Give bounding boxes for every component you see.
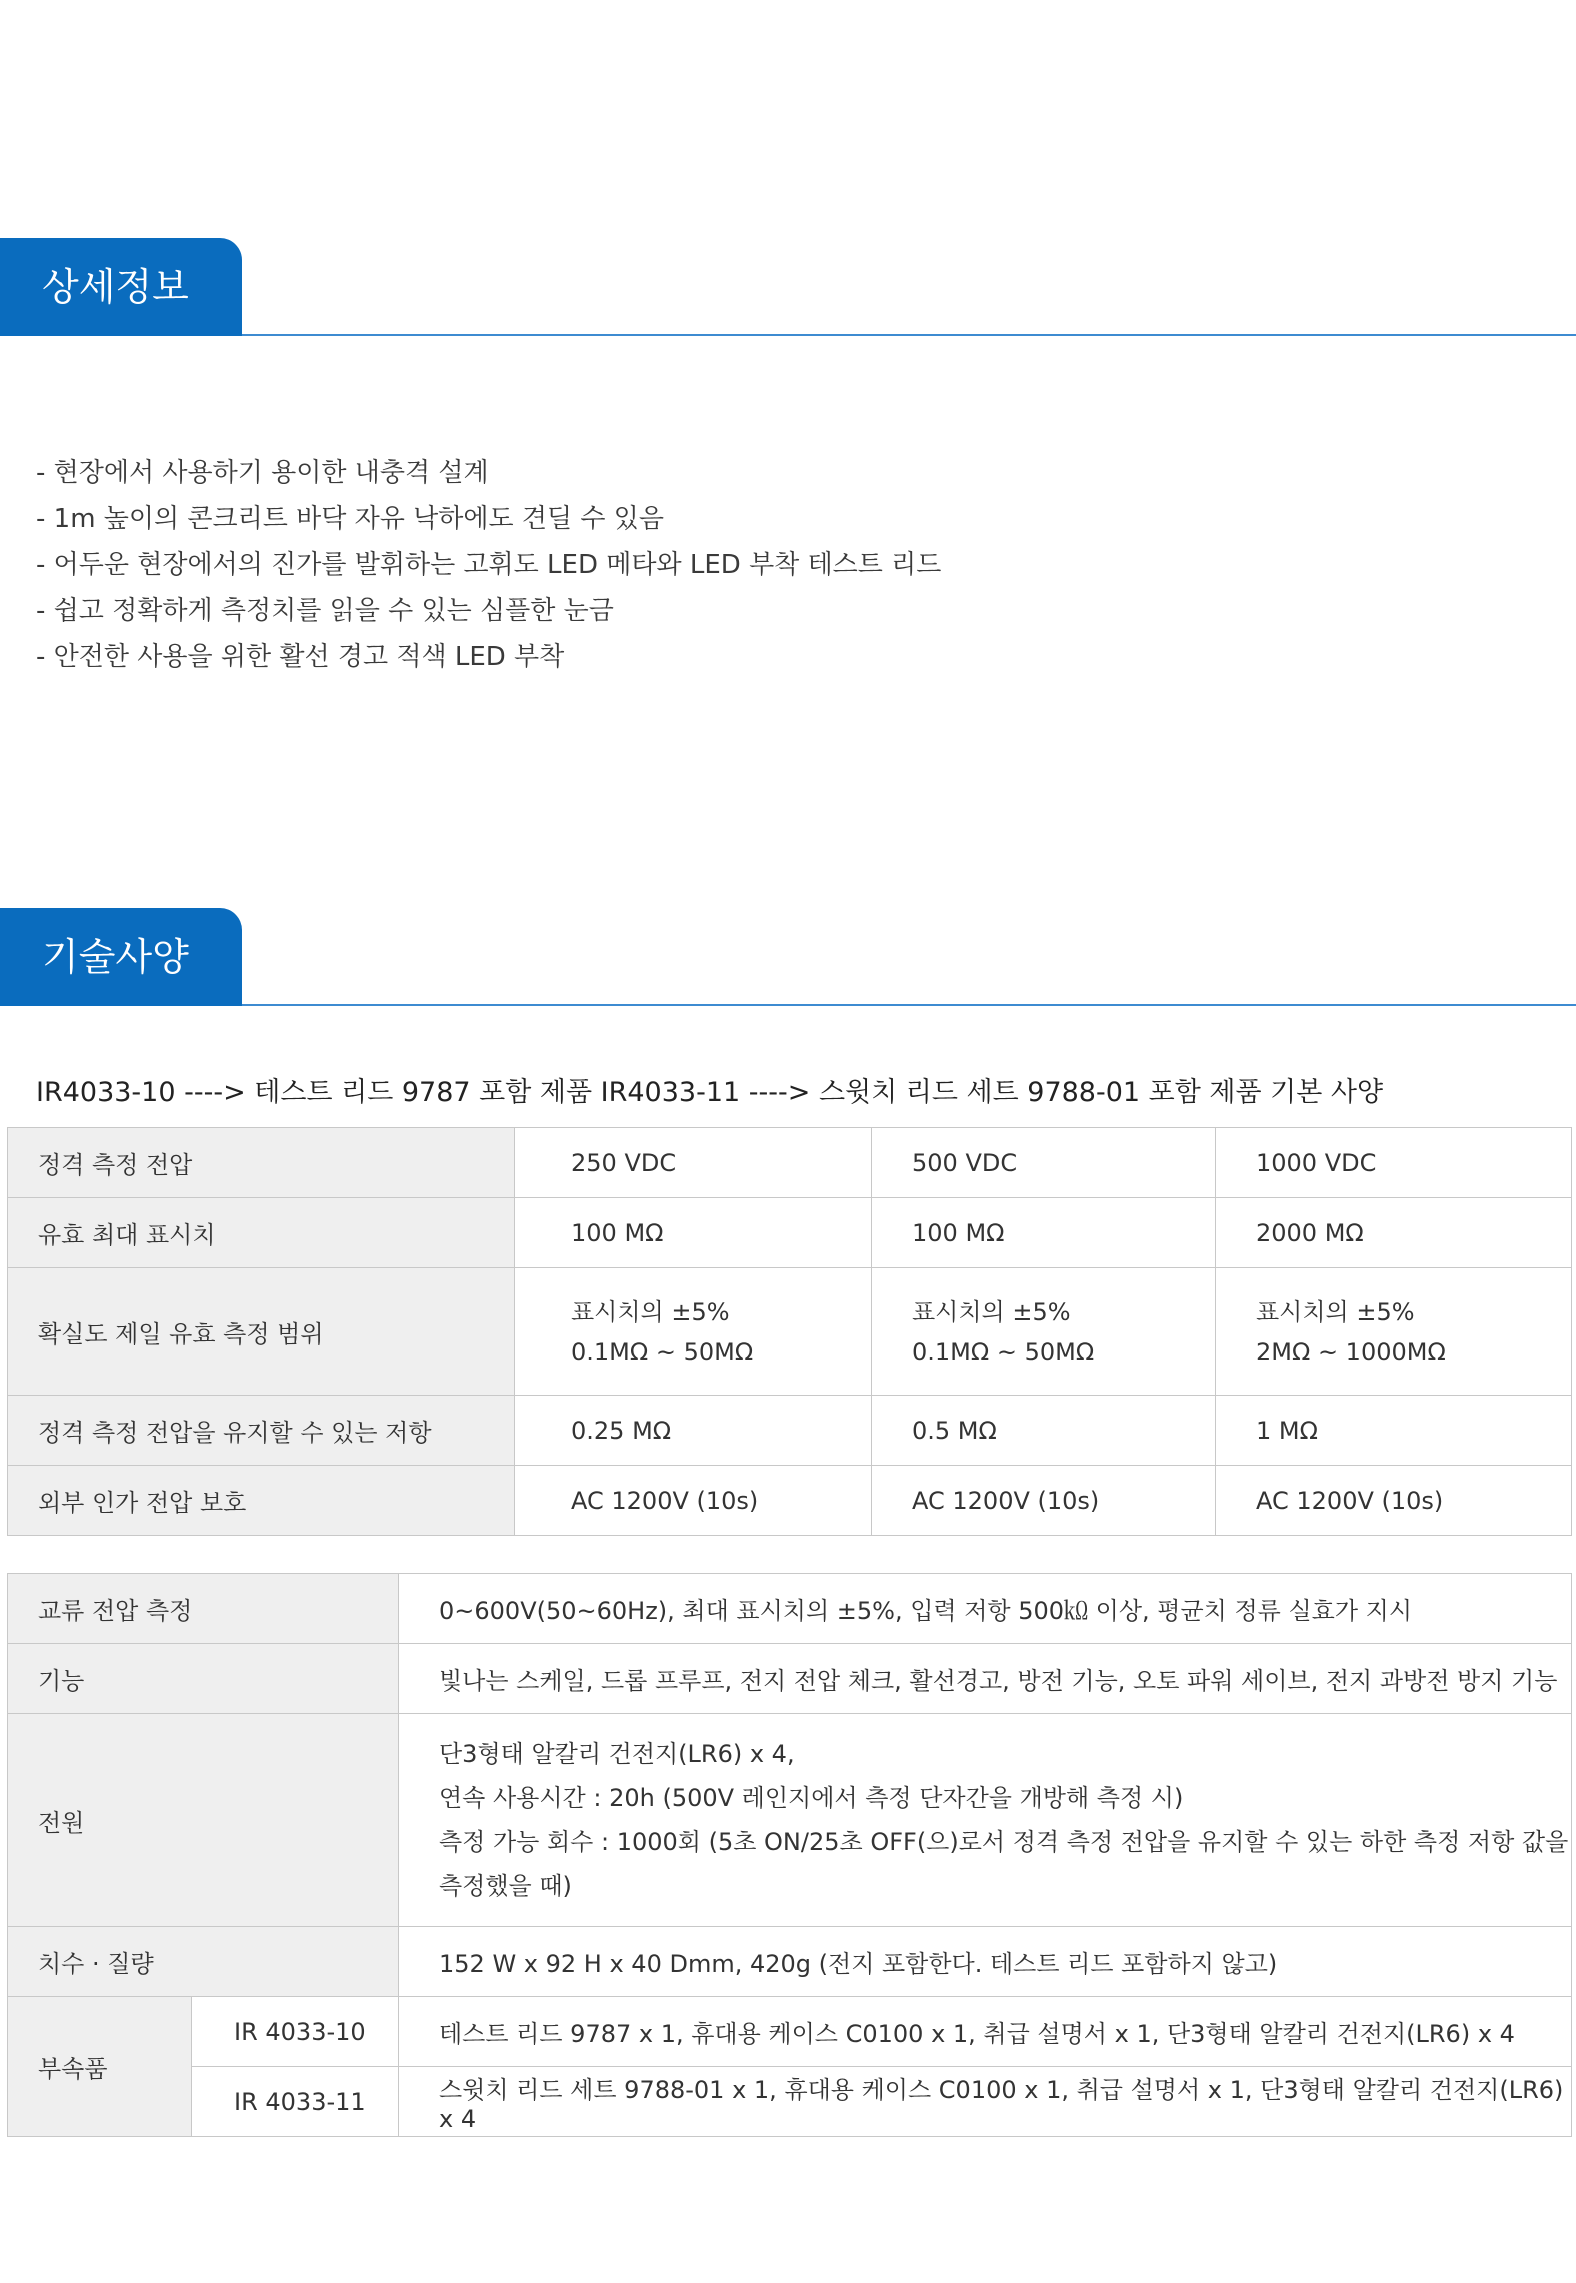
range-text: 2MΩ ~ 1000MΩ bbox=[1256, 1337, 1446, 1366]
power-value bbox=[399, 1714, 1572, 1927]
table-row bbox=[8, 1198, 1572, 1268]
row-label: 정격 측정 전압을 유지할 수 있는 저항 bbox=[8, 1396, 515, 1466]
detail-section-title: 상세정보 bbox=[0, 238, 242, 336]
accuracy-text: 표시치의 ±5% bbox=[1256, 1297, 1415, 1326]
table-row bbox=[8, 1644, 1572, 1714]
row-label: 기능 bbox=[8, 1644, 399, 1714]
spec-section-title: 기술사양 bbox=[0, 908, 242, 1006]
feature-item: - 현장에서 사용하기 용이한 내충격 설계 bbox=[36, 458, 489, 488]
model-note: IR4033-10 ----> 테스트 리드 9787 포함 제품 IR4033-11 ----> 스윗치 리드 세트 9788-01 포함 제품 기본 사양 bbox=[36, 1077, 1384, 1108]
cell-250v bbox=[515, 1268, 872, 1396]
row-label: 전원 bbox=[8, 1714, 399, 1927]
range-spec-table bbox=[7, 1127, 1572, 1536]
feature-item: - 어두운 현장에서의 진가를 발휘하는 고휘도 LED 메타와 LED 부착 테스트 리드 bbox=[36, 550, 942, 580]
cell-500v: AC 1200V (10s) bbox=[872, 1466, 1216, 1536]
row-label: 부속품 bbox=[8, 1997, 192, 2137]
cell-500v bbox=[872, 1268, 1216, 1396]
table-row bbox=[8, 2067, 1572, 2137]
general-spec-table bbox=[7, 1573, 1572, 2137]
cell-250v: 100 MΩ bbox=[515, 1198, 872, 1268]
row-label: 치수 · 질량 bbox=[8, 1927, 399, 1997]
feature-list bbox=[36, 450, 941, 680]
accessory-model: IR 4033-10 bbox=[192, 1997, 399, 2067]
table-row bbox=[8, 1927, 1572, 1997]
row-label: 확실도 제일 유효 측정 범위 bbox=[8, 1268, 515, 1396]
power-line: 연속 사용시간 : 20h (500V 레인지에서 측정 단자간을 개방해 측정 시) bbox=[439, 1784, 1184, 1812]
power-line: 측정했을 때) bbox=[439, 1872, 572, 1900]
power-line: 단3형태 알칼리 건전지(LR6) x 4, bbox=[439, 1740, 795, 1768]
table-row bbox=[8, 1396, 1572, 1466]
accuracy-text: 표시치의 ±5% bbox=[571, 1297, 730, 1326]
range-text: 0.1MΩ ~ 50MΩ bbox=[912, 1337, 1095, 1366]
spec-section-header bbox=[0, 908, 1576, 1006]
row-label: 유효 최대 표시치 bbox=[8, 1198, 515, 1268]
row-label: 교류 전압 측정 bbox=[8, 1574, 399, 1644]
feature-item: - 쉽고 정확하게 측정치를 읽을 수 있는 심플한 눈금 bbox=[36, 596, 614, 626]
feature-item: - 안전한 사용을 위한 활선 경고 적색 LED 부착 bbox=[36, 642, 565, 672]
table-row bbox=[8, 1268, 1572, 1396]
cell-1000v: 1000 VDC bbox=[1216, 1128, 1572, 1198]
functions-value: 빛나는 스케일, 드롭 프루프, 전지 전압 체크, 활선경고, 방전 기능, 오토 파워 세이브, 전지 과방전 방지 기능 bbox=[399, 1644, 1572, 1714]
cell-500v: 100 MΩ bbox=[872, 1198, 1216, 1268]
range-text: 0.1MΩ ~ 50MΩ bbox=[571, 1337, 754, 1366]
detail-section-header bbox=[0, 238, 1576, 336]
cell-1000v: AC 1200V (10s) bbox=[1216, 1466, 1572, 1536]
row-label: 외부 인가 전압 보호 bbox=[8, 1466, 515, 1536]
cell-250v: AC 1200V (10s) bbox=[515, 1466, 872, 1536]
table-row bbox=[8, 1997, 1572, 2067]
accessory-model: IR 4033-11 bbox=[192, 2067, 399, 2137]
spec-section-rule bbox=[242, 1004, 1576, 1006]
table-row bbox=[8, 1714, 1572, 1927]
cell-1000v: 1 MΩ bbox=[1216, 1396, 1572, 1466]
feature-item: - 1m 높이의 콘크리트 바닥 자유 낙하에도 견딜 수 있음 bbox=[36, 504, 664, 534]
cell-500v: 0.5 MΩ bbox=[872, 1396, 1216, 1466]
cell-250v: 250 VDC bbox=[515, 1128, 872, 1198]
cell-1000v bbox=[1216, 1268, 1572, 1396]
power-line: 측정 가능 회수 : 1000회 (5초 ON/25초 OFF(으)로서 정격 측정 전압을 유지할 수 있는 하한 측정 저항 값을 bbox=[439, 1828, 1569, 1856]
accuracy-text: 표시치의 ±5% bbox=[912, 1297, 1071, 1326]
accessory-value: 스윗치 리드 세트 9788-01 x 1, 휴대용 케이스 C0100 x 1, 취급 설명서 x 1, 단3형태 알칼리 건전지(LR6) x 4 bbox=[399, 2067, 1572, 2137]
table-row bbox=[8, 1574, 1572, 1644]
ac-voltage-value: 0~600V(50~60Hz), 최대 표시치의 ±5%, 입력 저항 500㏀ 이상, 평균치 정류 실효가 지시 bbox=[399, 1574, 1572, 1644]
cell-250v: 0.25 MΩ bbox=[515, 1396, 872, 1466]
row-label: 정격 측정 전압 bbox=[8, 1128, 515, 1198]
dimensions-value: 152 W x 92 H x 40 Dmm, 420g (전지 포함한다. 테스트 리드 포함하지 않고) bbox=[399, 1927, 1572, 1997]
table-row bbox=[8, 1466, 1572, 1536]
table-row bbox=[8, 1128, 1572, 1198]
accessory-value: 테스트 리드 9787 x 1, 휴대용 케이스 C0100 x 1, 취급 설명서 x 1, 단3형태 알칼리 건전지(LR6) x 4 bbox=[399, 1997, 1572, 2067]
cell-500v: 500 VDC bbox=[872, 1128, 1216, 1198]
cell-1000v: 2000 MΩ bbox=[1216, 1198, 1572, 1268]
detail-section-rule bbox=[242, 334, 1576, 336]
